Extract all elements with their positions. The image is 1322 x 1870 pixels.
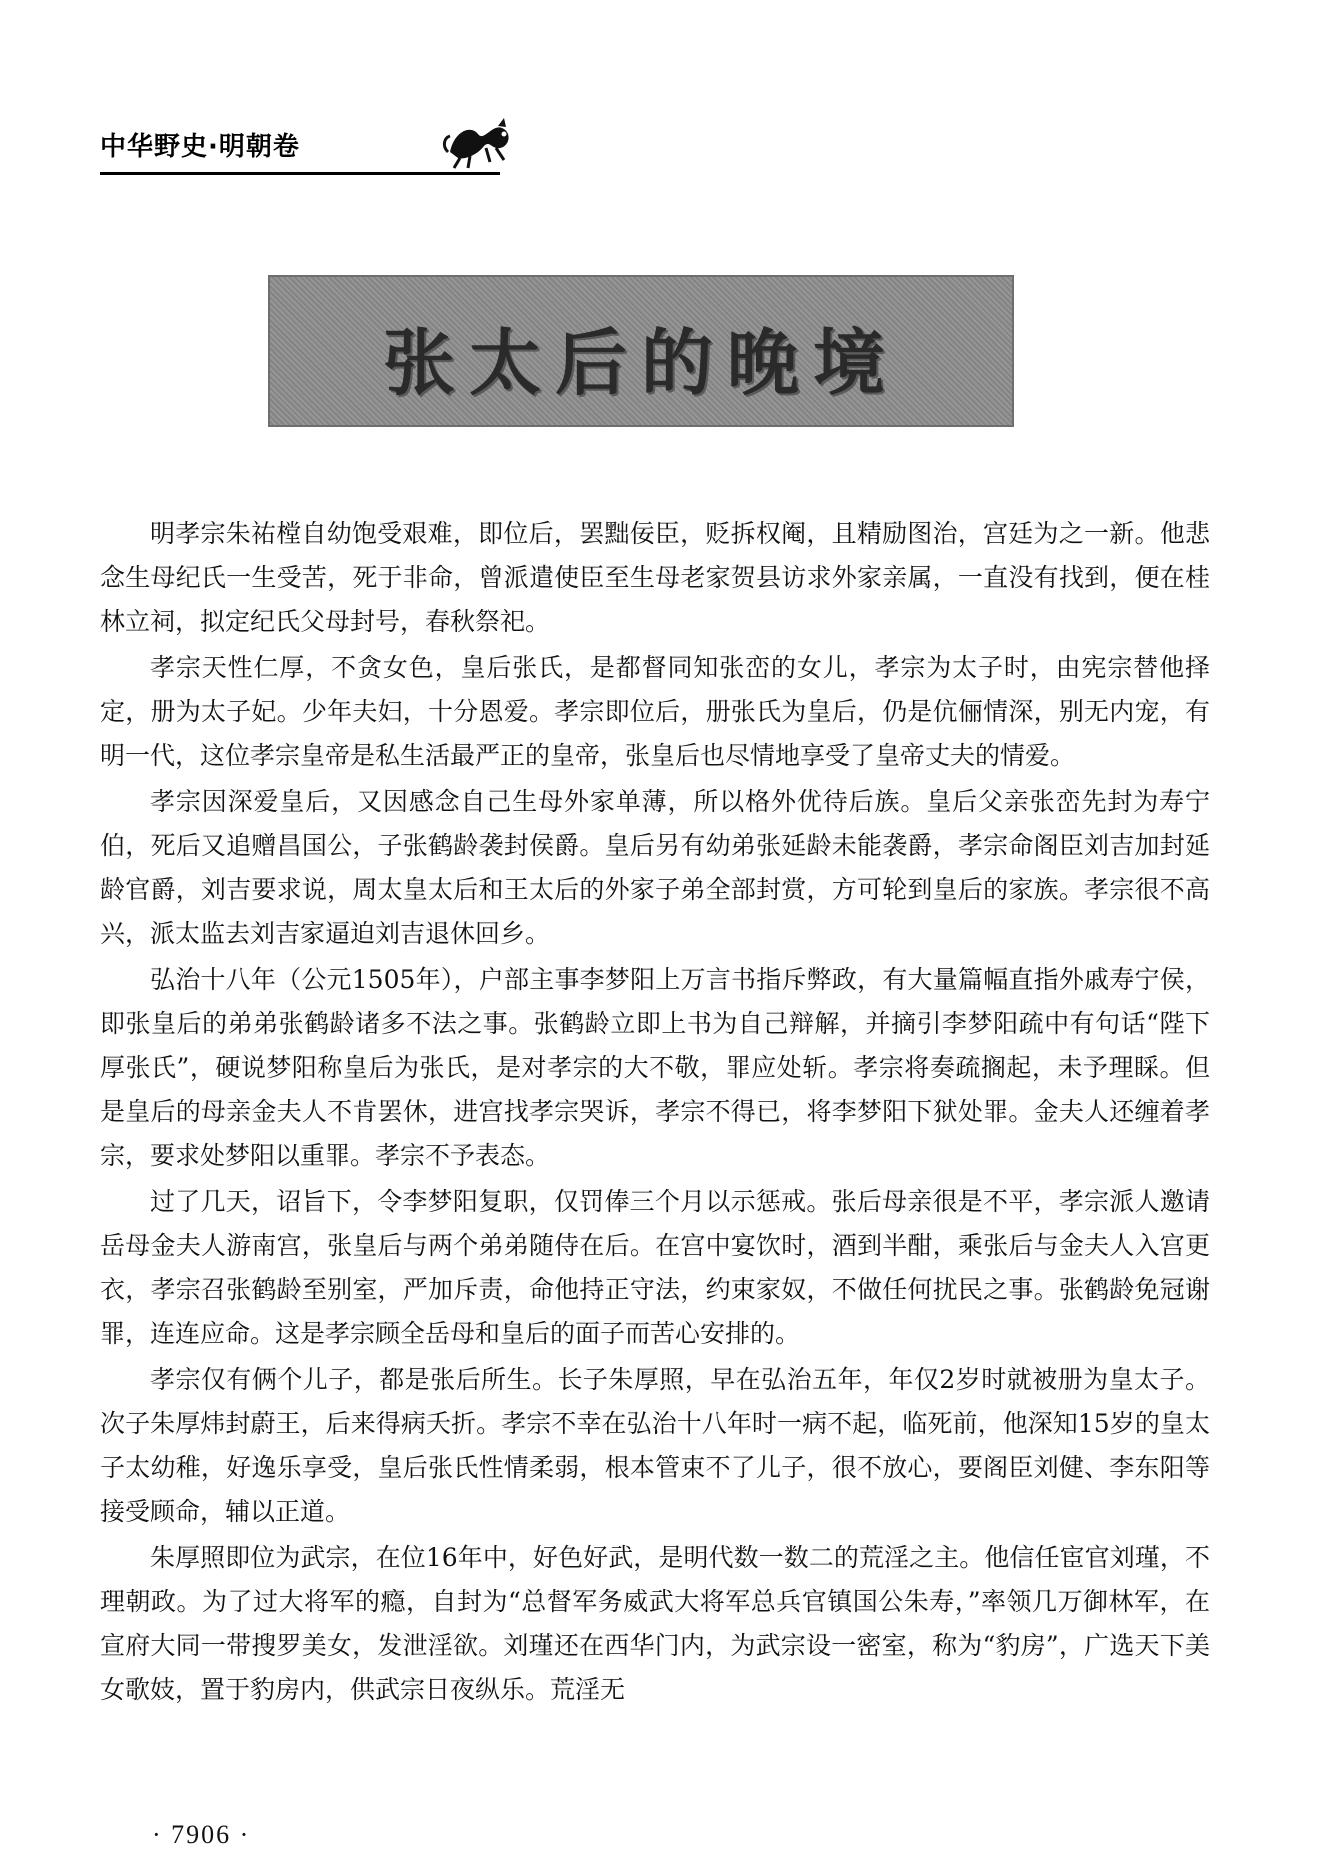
- page-number: · 7906 ·: [152, 1820, 251, 1849]
- dragon-ornament-icon: [440, 112, 520, 172]
- running-header: [100, 120, 1230, 180]
- paragraph: 明孝宗朱祐樘自幼饱受艰难，即位后，罢黜佞臣，贬拆权阉，且精励图治，宫廷为之一新。他悲念生母纪氏一生受苦，死于非命，曾派遣使臣至生母老家贺县访求外家亲属，一直没有找到，便在桂林立祠，拟定纪氏父母封号，春秋祭祀。: [100, 519, 1210, 636]
- paragraph: 孝宗因深爱皇后，又因感念自己生母外家单薄，所以格外优待后族。皇后父亲张峦先封为寿宁伯，死后又追赠昌国公，子张鹤龄袭封侯爵。皇后另有幼弟张延龄未能袭爵，孝宗命阁臣刘吉加封延龄官爵，刘吉要求说，周太皇太后和王太后的外家子弟全部封赏，方可轮到皇后的家族。孝宗很不高兴，派太监去刘吉家逼迫刘吉退休回乡。: [100, 787, 1210, 948]
- paragraph: 弘治十八年（公元1505年），户部主事李梦阳上万言书指斥弊政，有大量篇幅直指外戚寿宁侯，即张皇后的弟弟张鹤龄诸多不法之事。张鹤龄立即上书为自己辩解，并摘引李梦阳疏中有句话“陛下厚张氏”，硬说梦阳称皇后为张氏，是对孝宗的大不敬，罪应处斩。孝宗将奏疏搁起，未予理睬。但是皇后的母亲金夫人不肯罢休，进宫找孝宗哭诉，孝宗不得已，将李梦阳下狱处罪。金夫人还缠着孝宗，要求处梦阳以重罪。孝宗不予表态。: [100, 965, 1210, 1170]
- paragraph: 过了几天，诏旨下，令李梦阳复职，仅罚俸三个月以示惩戒。张后母亲很是不平，孝宗派人邀请岳母金夫人游南宫，张皇后与两个弟弟随侍在后。在宫中宴饮时，酒到半酣，乘张后与金夫人入宫更衣，孝宗召张鹤龄至别室，严加斥责，命他持正守法，约束家奴，不做任何扰民之事。张鹤龄免冠谢罪，连连应命。这是孝宗顾全岳母和皇后的面子而苦心安排的。: [100, 1187, 1210, 1348]
- running-title: 中华野史·明朝卷: [100, 132, 300, 162]
- chapter-title-banner: [268, 275, 1014, 427]
- chapter-title: 张太后的晚境: [382, 320, 899, 405]
- body-text: [100, 512, 1210, 1714]
- paragraph: 朱厚照即位为武宗，在位16年中，好色好武，是明代数一数二的荒淫之主。他信任宦官刘瑾，不理朝政。为了过大将军的瘾，自封为“总督军务威武大将军总兵官镇国公朱寿，”率领几万御林军，在宣府大同一带搜罗美女，发泄淫欲。刘瑾还在西华门内，为武宗设一密室，称为“豹房”，广选天下美女歌妓，置于豹房内，供武宗日夜纵乐。荒淫无: [100, 1543, 1210, 1704]
- header-rule: [100, 172, 500, 175]
- paragraph: 孝宗仅有俩个儿子，都是张后所生。长子朱厚照，早在弘治五年，年仅2岁时就被册为皇太子。次子朱厚炜封蔚王，后来得病夭折。孝宗不幸在弘治十八年时一病不起，临死前，他深知15岁的皇太子太幼稚，好逸乐享受，皇后张氏性情柔弱，根本管束不了儿子，很不放心，要阁臣刘健、李东阳等接受顾命，辅以正道。: [100, 1365, 1210, 1526]
- paragraph: 孝宗天性仁厚，不贪女色，皇后张氏，是都督同知张峦的女儿，孝宗为太子时，由宪宗替他择定，册为太子妃。少年夫妇，十分恩爱。孝宗即位后，册张氏为皇后，仍是伉俪情深，别无内宠，有明一代，这位孝宗皇帝是私生活最严正的皇帝，张皇后也尽情地享受了皇帝丈夫的情爱。: [100, 653, 1210, 770]
